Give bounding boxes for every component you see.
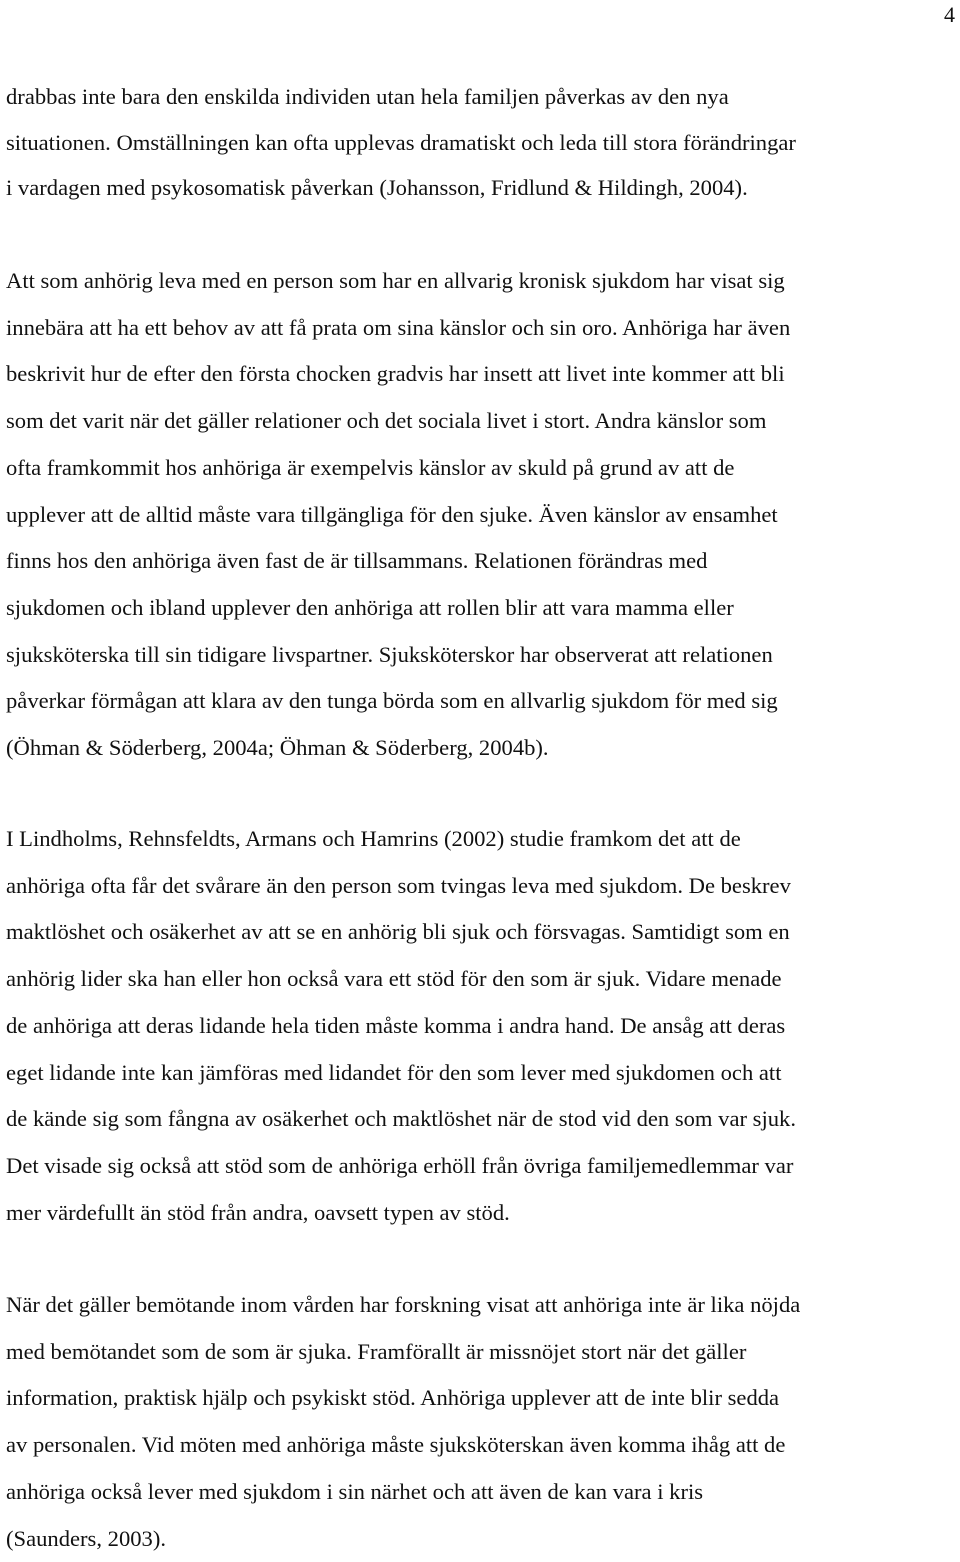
text-line: anhöriga ofta får det svårare än den person som tvingas leva med sjukdom. De beskrev (6, 872, 791, 898)
text-line: upplever att de alltid måste vara tillgängliga för den sjuke. Även känslor av ensamhet (6, 501, 778, 527)
text-line: maktlöshet och osäkerhet av att se en anhörig bli sjuk och försvagas. Samtidigt som en (6, 919, 790, 945)
paragraph-2 (6, 258, 958, 772)
text-line: I Lindholms, Rehnsfeldts, Armans och Hamrins (2002) studie framkom det att de (6, 826, 741, 851)
text-line: (Öhman & Söderberg, 2004a; Öhman & Söderberg, 2004b). (6, 735, 549, 761)
text-line: När det gäller bemötande inom vården har forskning visat att anhöriga inte är lika nöjda (6, 1292, 801, 1317)
paragraph-3 (6, 816, 958, 1236)
text-line: de anhöriga att deras lidande hela tiden måste komma i andra hand. De ansåg att deras (6, 1012, 786, 1038)
text-line: beskrivit hur de efter den första chocken gradvis har insett att livet inte kommer att bli (6, 361, 785, 387)
text-line: anhörig lider ska han eller hon också vara ett stöd för den som är sjuk. Vidare menade (6, 966, 782, 992)
text-line: information, praktisk hjälp och psykiskt stöd. Anhöriga upplever att de inte blir sedda (6, 1385, 780, 1411)
text-line: eget lidande inte kan jämföras med lidandet för den som lever med sjukdomen och att (6, 1059, 782, 1085)
text-line: Det visade sig också att stöd som de anhöriga erhöll från övriga familjemedlemmar var (6, 1152, 794, 1178)
text-line: situationen. Omställningen kan ofta upplevas dramatiskt och leda till stora förändringar (6, 129, 796, 155)
text-line: de kände sig som fångna av osäkerhet och maktlöshet när de stod vid den som var sjuk. (6, 1106, 796, 1132)
paragraph-1 (6, 74, 958, 211)
text-line: drabbas inte bara den enskilda individen utan hela familjen påverkas av den nya (6, 84, 729, 109)
text-line: sjuksköterska till sin tidigare livspartner. Sjuksköterskor har observerat att relationen (6, 641, 773, 667)
text-line: som det varit när det gäller relationer och det sociala livet i stort. Andra känslor som (6, 408, 767, 434)
text-line: (Saunders, 2003). (6, 1525, 167, 1551)
text-line: anhöriga också lever med sjukdom i sin närhet och att även de kan vara i kris (6, 1478, 704, 1504)
text-line: sjukdomen och ibland upplever den anhöriga att rollen blir att vara mamma eller (6, 594, 734, 620)
text-line: Att som anhörig leva med en person som har en allvarig kronisk sjukdom har visat sig (6, 268, 785, 293)
text-line: påverkar förmågan att klara av den tunga börda som en allvarlig sjukdom för med sig (6, 688, 778, 714)
text-line: mer värdefullt än stöd från andra, oavsett typen av stöd. (6, 1199, 510, 1225)
text-line: i vardagen med psykosomatisk påverkan (Johansson, Fridlund & Hildingh, 2004). (6, 175, 748, 200)
text-line: av personalen. Vid möten med anhöriga måste sjuksköterskan även komma ihåg att de (6, 1432, 786, 1458)
text-line: ofta framkommit hos anhöriga är exempelvis känslor av skuld på grund av att de (6, 454, 735, 480)
paragraph-4 (6, 1282, 958, 1562)
page-number: 4 (944, 2, 955, 27)
text-line: innebära att ha ett behov av att få prata om sina känslor och sin oro. Anhöriga har även (6, 314, 791, 340)
text-line: med bemötandet som de som är sjuka. Framförallt är missnöjet stort när det gäller (6, 1338, 747, 1364)
text-line: finns hos den anhöriga även fast de är tillsammans. Relationen förändras med (6, 548, 708, 574)
